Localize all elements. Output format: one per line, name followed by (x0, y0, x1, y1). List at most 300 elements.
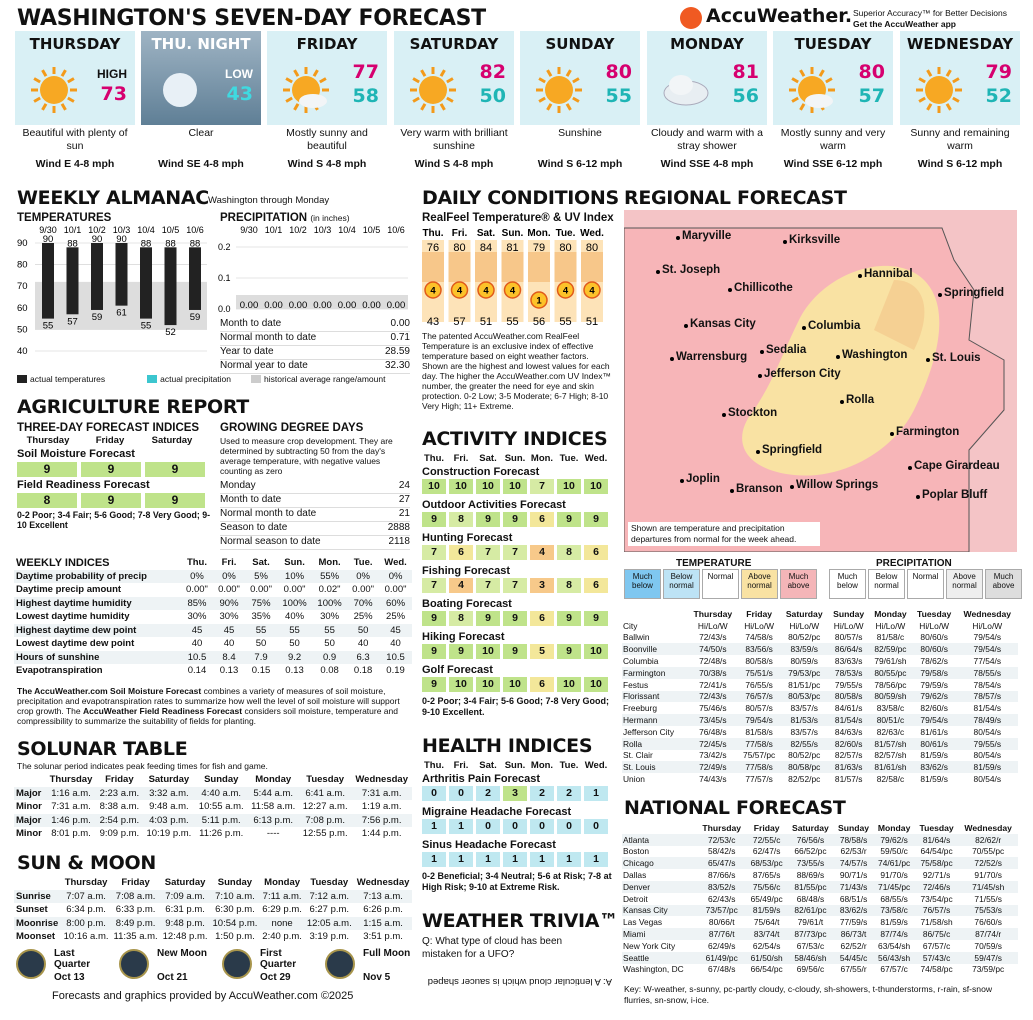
row-label: Moonset (16, 931, 56, 943)
table-cell: 78/49/s (957, 714, 1018, 726)
index-value: 6 (449, 545, 473, 560)
table-cell: 65/49/pc (750, 893, 783, 904)
moon-phase (323, 946, 423, 986)
indices-col: Thu. (423, 453, 445, 464)
table-cell: 0.19 (386, 665, 405, 677)
city-dot (756, 450, 760, 454)
index-value: 9 (449, 644, 473, 659)
table-cell: 10:55 a.m. (198, 801, 244, 813)
index-value: 9 (422, 611, 446, 626)
table-cell: 2:23 a.m. (96, 787, 143, 801)
index-title: Golf Forecast (422, 664, 493, 676)
table-cell: 80/51/c (869, 714, 912, 726)
city-label: Warrensburg (676, 351, 748, 363)
index-row (422, 479, 614, 494)
index-row (422, 819, 614, 834)
table-cell: 61/49/pc (697, 952, 746, 964)
note-body1: combines a variety of measures of soil moisture, precipitation and evapotranspiration rates to summarize how well the level of soil moisture will support crop growth. The (17, 686, 400, 716)
table-subheader-cell: Hi/Lo/W (869, 620, 912, 632)
table-cell: 7.9 (245, 651, 277, 665)
y-tick: 60 (17, 302, 28, 314)
agri-title: AGRICULTURE REPORT (17, 396, 249, 418)
table-cell: 77/58/s (738, 738, 780, 750)
table-cell: 72/43/s (699, 632, 727, 643)
row-label: Normal year to date (220, 360, 308, 371)
table-cell: 80/52/pc (788, 632, 821, 643)
row-value: 2118 (388, 536, 410, 547)
note-soil: The AccuWeather.com Soil Moisture Forecast (17, 686, 202, 696)
forecast-wind: Wind S 6-12 mph (537, 158, 623, 170)
table-cell: 87/73/pc (787, 928, 834, 940)
agri-value: 8 (17, 493, 77, 508)
table-row (622, 916, 1018, 928)
table-header-cell: Tuesday (299, 773, 351, 787)
table-header-cell: Monday (260, 876, 304, 890)
y-tick: 90 (17, 238, 28, 249)
row-value: 0.00 (390, 318, 410, 329)
high-label: 88 (140, 238, 152, 250)
table-cell: 30% (187, 611, 207, 623)
table-header-cell: Friday (96, 773, 143, 787)
moon-phase-name: Full Moon (363, 948, 411, 959)
temp-bar (140, 247, 152, 318)
cloud-icon (661, 65, 711, 115)
brand-app-link[interactable]: Get the AccuWeather app (853, 19, 956, 29)
table-subheader-cell: Hi/Lo/W (688, 620, 738, 632)
table-row (14, 917, 412, 931)
moon-phase-icon (16, 949, 46, 979)
agri-value: 9 (81, 493, 141, 508)
table-cell: 81/61/s (920, 726, 948, 737)
forecast-low: 50 (479, 85, 506, 107)
forecast-high: 80 (605, 61, 632, 83)
index-title: Sinus Headache Forecast (422, 839, 556, 851)
table-cell: 81/54/s (828, 714, 869, 726)
table-subheader-title: City (622, 620, 688, 632)
table-cell: 67/53/c (796, 940, 825, 951)
indices-header (422, 453, 614, 465)
table-cell: 9:48 p.m. (160, 917, 210, 931)
daily-col: Sat. (476, 228, 496, 239)
city-dot (684, 324, 688, 328)
table-cell: 71/45/sh (958, 881, 1018, 893)
city-dot (858, 274, 862, 278)
city-label: Chillicothe (734, 282, 793, 294)
table-cell: 83/56/s (738, 643, 780, 655)
moon-phase-date: Oct 13 (54, 972, 85, 983)
date-label: 10/2 (289, 225, 307, 235)
indices-col: Mon. (530, 453, 554, 464)
index-title: Hunting Forecast (422, 532, 513, 544)
table-header (622, 822, 1018, 834)
forecast-low: 57 (858, 85, 885, 107)
index-row (422, 611, 614, 626)
high-label: 88 (165, 238, 176, 250)
index-row (422, 644, 614, 659)
agri-value: 9 (145, 493, 205, 508)
table-cell: 74/57/s (834, 857, 874, 869)
table-cell: 87/74/s (873, 928, 914, 940)
date-label: 9/30 (240, 225, 258, 235)
precip-row (220, 318, 410, 332)
table-cell: 55 (277, 624, 312, 638)
index-value: 7 (422, 545, 446, 560)
table-cell: 1:16 a.m. (46, 787, 96, 801)
city-label: Stockton (728, 407, 778, 419)
temp-legend-title: TEMPERATURE (676, 558, 752, 569)
table-header-cell: Sunday (834, 822, 874, 834)
index-value: 10 (584, 644, 608, 659)
table-cell: 69/56/c (796, 964, 825, 975)
table-cell: 62/49/s (707, 940, 736, 951)
table-cell: 56/43/sh (873, 952, 914, 964)
row-label: Normal month to date (220, 508, 317, 519)
table-row (14, 570, 412, 584)
table-cell: 3:19 p.m. (309, 931, 350, 943)
index-value: 6 (530, 611, 554, 626)
index-value: 2 (557, 786, 581, 801)
indices-col: Mon. (530, 760, 554, 771)
table-header-cell: Wednesday (958, 822, 1018, 834)
table-cell: 10.5 (379, 651, 412, 665)
index-row (422, 852, 614, 867)
table-cell: 68/55/s (880, 893, 908, 904)
table-cell: 81/57/s (834, 774, 863, 785)
row-label: Las Vegas (623, 917, 663, 928)
index-value: 1 (476, 852, 500, 867)
table-row (622, 679, 1018, 691)
table-row (622, 750, 1018, 762)
daily-col: Fri. (451, 228, 468, 239)
legend-temp: actual temperatures (30, 374, 106, 384)
forecast-description: Cloudy and warm with a stray shower (650, 127, 764, 152)
index-title: Fishing Forecast (422, 565, 511, 577)
table-cell: 6:29 p.m. (262, 904, 302, 916)
row-value: 32.30 (384, 360, 410, 371)
realfeel-high: 80 (453, 242, 466, 254)
table-cell: 62/52/r (840, 940, 867, 951)
forecast-panel (520, 31, 640, 125)
index-title: Boating Forecast (422, 598, 512, 610)
table-cell: 90% (213, 597, 245, 611)
table-row (622, 834, 1018, 846)
index-value: 4 (530, 545, 554, 560)
table-cell: 76/48/s (699, 726, 727, 737)
uv-value: 4 (430, 285, 436, 297)
precip-value: 0.00 (288, 300, 308, 311)
index-value: 10 (557, 479, 581, 494)
table-cell: 40 (191, 638, 203, 650)
index-row (422, 677, 614, 692)
city-label: Springfield (944, 287, 1005, 299)
table-cell: 0.9 (312, 651, 347, 665)
p-tick: 0.2 (218, 242, 231, 252)
table-row (14, 800, 412, 814)
table-cell: 81/58/s (745, 726, 773, 737)
table-cell: 71/43/s (834, 881, 874, 893)
p-tick: 0.0 (218, 304, 231, 314)
moon-phase-date: Nov 5 (363, 972, 391, 983)
index-value: 9 (557, 512, 581, 527)
index-value: 6 (584, 545, 608, 560)
table-cell: 73/59/pc (972, 964, 1005, 975)
daily-col: Mon. (527, 228, 551, 239)
row-label: Florissant (622, 691, 688, 703)
table-cell: 7:31 a.m. (51, 801, 91, 813)
precip-value: 0.00 (362, 300, 381, 311)
high-label: 90 (116, 234, 127, 245)
national-table (622, 822, 1018, 975)
table-cell: none (260, 917, 304, 931)
table-cell: 10.5 (181, 651, 213, 665)
table-cell: 7:07 a.m. (61, 890, 111, 904)
table-cell: 1:15 a.m. (354, 917, 412, 931)
indices-col: Sun. (504, 453, 526, 464)
table-cell: 50 (289, 638, 300, 650)
table-cell: 45 (379, 624, 412, 638)
moon-phase-date: Oct 21 (157, 972, 188, 983)
city-dot (802, 326, 806, 330)
precip-value: 0.00 (337, 300, 357, 311)
table-cell: 40 (357, 638, 369, 650)
table-header-cell: Thursday (61, 876, 111, 890)
forecast-low: 58 (352, 85, 379, 107)
index-value: 10 (476, 677, 500, 692)
table-cell: 6:30 p.m. (215, 904, 255, 916)
table-cell: 73/58/c (873, 905, 914, 917)
index-value: 7 (530, 479, 554, 494)
city-label: Sedalia (766, 344, 807, 356)
table-cell: 92/71/s (922, 870, 951, 881)
table-cell: 78/57/s (957, 691, 1018, 703)
table-cell: 80/53/pc (780, 691, 828, 703)
table-cell: 81/54/s (973, 703, 1002, 714)
table-cell: 3:51 p.m. (363, 931, 403, 943)
table-header-cell: Thursday (46, 773, 96, 787)
table-cell: 79/61/t (797, 917, 824, 928)
table-cell: 81/59/s (880, 917, 908, 928)
table-cell: 1:44 p.m. (361, 828, 402, 840)
weekly-indices-table (14, 556, 412, 678)
table-cell: 8:00 p.m. (61, 917, 111, 931)
table-cell: 75/51/s (738, 667, 780, 679)
forecast-panel (141, 31, 261, 125)
table-header-cell: Friday (746, 822, 787, 834)
city-label: St. Louis (932, 352, 981, 364)
table-cell: 0.00" (218, 584, 240, 596)
row-label: Year to date (220, 346, 274, 357)
city-label: Springfield (762, 444, 823, 456)
precip-legend-item: Normal (907, 569, 944, 599)
table-cell: 7:13 a.m. (354, 890, 412, 904)
table-header-cell: Sat. (245, 556, 277, 570)
index-value: 9 (584, 512, 608, 527)
table-cell: 82/60/s (920, 703, 948, 714)
realfeel-high: 76 (426, 242, 440, 254)
table-row (622, 632, 1018, 644)
row-label: St. Clair (623, 750, 653, 761)
index-value: 7 (476, 578, 500, 593)
low-label: 61 (116, 307, 127, 319)
row-label: Evapotranspiration (16, 665, 103, 677)
table-row (14, 651, 412, 665)
precip-legend-item: Much above (985, 569, 1022, 599)
realfeel-low: 51 (585, 316, 599, 328)
table-header-title: WEEKLY INDICES (14, 556, 181, 570)
table-cell: 45 (181, 624, 213, 638)
index-value: 9 (422, 677, 446, 692)
table-cell: 0.00" (352, 584, 375, 596)
table-header-cell: Wednesday (957, 608, 1018, 620)
table-cell: 3:32 a.m. (143, 787, 195, 801)
table-cell: 77/59/s (839, 917, 868, 928)
table-cell: 82/60/s (828, 738, 869, 750)
health-title: HEALTH INDICES (422, 735, 593, 757)
forecast-wind: Wind SE 4-8 mph (158, 158, 244, 170)
table-cell: 82/57/sh (874, 750, 907, 761)
table-cell: 78/55/s (957, 667, 1018, 679)
table-cell: 81/59/s (746, 905, 787, 917)
table-cell: 8.4 (213, 651, 245, 665)
index-value: 1 (422, 852, 446, 867)
agri-value: 9 (81, 462, 141, 477)
table-cell: 86/75/c (915, 928, 959, 940)
precip-value: 0.00 (264, 300, 283, 311)
row-label: Daytime probability of precip (14, 570, 181, 584)
table-cell: 81/59/s (920, 750, 948, 761)
date-label: 9/30 (39, 225, 57, 235)
city-dot (890, 432, 894, 436)
table-cell: 80/59/s (790, 656, 818, 667)
table-cell: 7:56 p.m. (351, 814, 412, 828)
city-label: Willow Springs (796, 479, 879, 491)
note-body2: considers soil moisture, temperature and compressibility to summarize the suitability of fields for planting. (17, 706, 398, 726)
table-cell: 81/63/s (828, 761, 869, 773)
national-title: NATIONAL FORECAST (624, 797, 846, 819)
table-cell: 73/55/s (787, 857, 834, 869)
solunar-table (14, 773, 412, 841)
forecast-low: 55 (605, 85, 632, 107)
indices-col: Sat. (479, 453, 497, 464)
gdd-row (220, 508, 410, 522)
precip-totals (220, 318, 410, 374)
forecast-description: Sunny and remaining warm (910, 127, 1010, 152)
city-dot (938, 293, 942, 297)
row-label: Highest daytime humidity (14, 597, 181, 611)
table-row (622, 857, 1018, 869)
table-cell: 40% (285, 611, 305, 623)
index-value: 9 (476, 611, 500, 626)
table-row (622, 964, 1018, 976)
table-cell: 0% (181, 570, 213, 584)
table-header-title (14, 773, 46, 787)
table-cell: 80/57/s (834, 632, 863, 643)
table-row (622, 869, 1018, 881)
city-dot (730, 489, 734, 493)
forecast-panel (647, 31, 767, 125)
realfeel-low: 43 (426, 316, 440, 328)
table-cell: 79/53/pc (780, 667, 828, 679)
temperature-chart (17, 225, 209, 365)
table-row (622, 655, 1018, 667)
index-value: 10 (584, 677, 608, 692)
moon-phase (117, 946, 217, 986)
forecast-day-7 (900, 31, 1020, 179)
index-value: 8 (449, 512, 473, 527)
table-cell: 7:10 a.m. (210, 890, 260, 904)
table-cell: 7:08 a.m. (111, 890, 160, 904)
index-value: 3 (530, 578, 554, 593)
table-header-cell: Thu. (181, 556, 213, 570)
index-value: 1 (422, 819, 446, 834)
indices-header (422, 760, 614, 772)
table-subheader-cell: Hi/Lo/W (780, 620, 828, 632)
moon-icon (155, 65, 205, 115)
table-cell: 0% (347, 570, 379, 584)
table-header-cell: Mon. (312, 556, 347, 570)
table-subheader-cell: Hi/Lo/W (828, 620, 869, 632)
forecast-high: 80 (858, 61, 885, 83)
table-cell: 62/54/s (752, 940, 781, 951)
high-label: 88 (67, 238, 78, 250)
table-cell: 81/57/sh (869, 738, 912, 750)
table-cell: 62/43/s (707, 893, 736, 904)
table-cell: 6.3 (347, 651, 379, 665)
table-cell: 79/55/s (834, 679, 863, 690)
note-field: AccuWeather Field Readiness Forecast (83, 706, 243, 716)
table-cell: 81/59/s (920, 774, 948, 785)
table-cell: 79/59/s (920, 679, 948, 690)
y-tick: 80 (17, 259, 28, 271)
uv-value: 4 (509, 285, 516, 297)
table-cell: 77/57/s (745, 774, 773, 785)
table-header-cell: Friday (738, 608, 780, 620)
row-label: Freeburg (623, 703, 657, 714)
forecast-high: 79 (985, 61, 1012, 83)
city-label: St. Joseph (662, 264, 721, 276)
precip-legend-title: PRECIPITATION (876, 558, 952, 569)
health-indices (422, 760, 614, 893)
index-title: Migraine Headache Forecast (422, 806, 572, 818)
trivia-title: WEATHER TRIVIA™ (422, 910, 618, 932)
table-cell: 50 (347, 624, 379, 638)
date-label: 10/6 (186, 225, 204, 235)
table-subheader (622, 620, 1018, 632)
table-cell: 79/54/s (973, 632, 1002, 643)
moon-phase (220, 946, 320, 986)
sun-icon (408, 65, 458, 115)
row-value: 24 (398, 480, 410, 491)
table-cell: 60% (379, 597, 412, 611)
row-label: St. Louis (622, 761, 688, 773)
city-dot (758, 374, 762, 378)
indices-col: Thu. (423, 760, 445, 771)
row-label: Moonrise (14, 917, 61, 931)
precip-value: 0.00 (313, 300, 332, 311)
date-label: 10/5 (161, 225, 180, 235)
table-header-title (622, 608, 688, 620)
y-tick: 40 (17, 346, 28, 357)
table-cell: 8:49 p.m. (111, 917, 160, 931)
y-tick: 50 (17, 324, 28, 336)
table-row (14, 583, 412, 597)
table-cell: 6:27 p.m. (309, 904, 350, 916)
index-value: 7 (476, 545, 500, 560)
table-cell: 80/54/s (973, 774, 1002, 785)
page-title: WASHINGTON'S SEVEN-DAY FORECAST (17, 6, 486, 31)
temperatures-title: TEMPERATURES (17, 212, 112, 224)
table-header-cell: Sunday (828, 608, 869, 620)
